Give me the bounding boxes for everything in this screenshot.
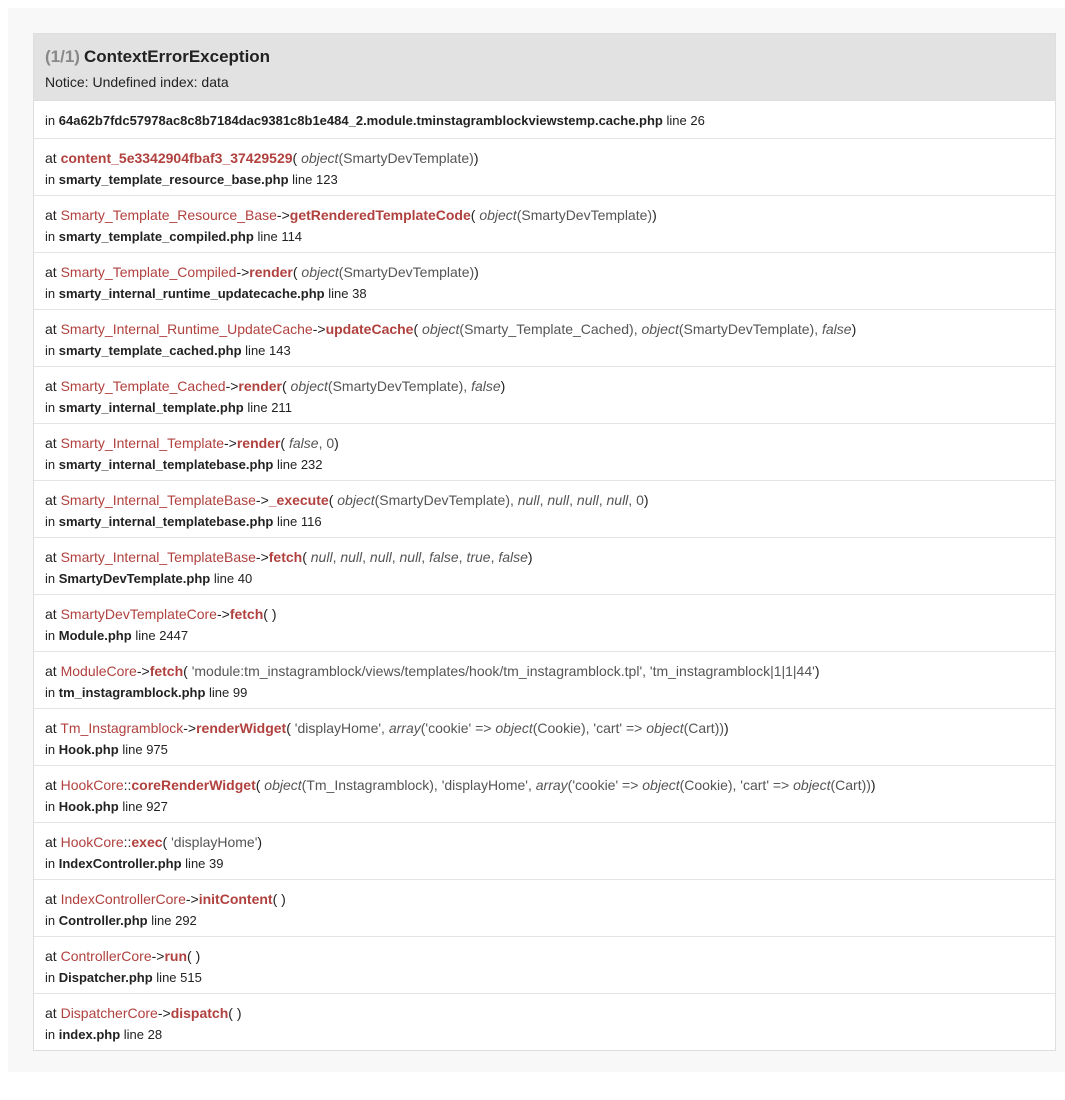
frame-paren-close: ) — [271, 606, 277, 622]
page-background — [8, 8, 1065, 1072]
frame-argument: false — [822, 321, 852, 337]
frame-call — [45, 719, 1044, 738]
frame-paren-open: ( — [413, 321, 419, 337]
frame-paren-close: ) — [195, 948, 201, 964]
frame-argument: object — [641, 321, 679, 337]
frame-argument: , 0 — [318, 435, 335, 451]
frame-separator: -> — [136, 663, 150, 679]
frame-file: Dispatcher.php — [58, 970, 153, 985]
frame-line: 123 — [316, 172, 338, 187]
frame-class: HookCore — [60, 834, 124, 850]
frame-line: 116 — [300, 514, 322, 529]
location-line: 26 — [690, 113, 705, 128]
frame-line-word: line — [247, 400, 268, 415]
frame-class: Smarty_Internal_Template — [60, 435, 224, 451]
exception-panel — [33, 33, 1056, 1051]
frame-line: 39 — [209, 856, 224, 871]
frame-function: content_5e3342904fbaf3_37429529 — [60, 150, 293, 166]
frame-separator: -> — [216, 606, 230, 622]
frame-file: tm_instagramblock.php — [58, 685, 206, 700]
frame-paren-close: ) — [527, 549, 533, 565]
frame-argument: (Cart)) — [683, 720, 725, 736]
frame-class: IndexControllerCore — [60, 891, 186, 907]
frame-location — [45, 741, 1044, 759]
frame-file: smarty_template_compiled.php — [58, 229, 254, 244]
frame-line: 927 — [146, 799, 168, 814]
stack-frame — [34, 822, 1055, 879]
frame-class: SmartyDevTemplateCore — [60, 606, 217, 622]
frame-in: in — [45, 571, 56, 586]
frame-argument: object — [422, 321, 460, 337]
frame-function: exec — [131, 834, 163, 850]
frame-paren-open: ( — [183, 663, 188, 679]
frame-function: initContent — [198, 891, 273, 907]
frame-paren-open: ( — [292, 150, 298, 166]
frame-in: in — [45, 799, 56, 814]
frame-location — [45, 171, 1044, 189]
location-file: 64a62b7fdc57978ac8c8b7184dac9381c8b1e484_2.module.tminstagramblockviewstemp.cache.php — [58, 113, 663, 128]
exception-location — [34, 100, 1055, 138]
frame-paren-open: ( — [187, 948, 192, 964]
frame-function: dispatch — [170, 1005, 229, 1021]
frame-location — [45, 855, 1044, 873]
frame-function: render — [236, 435, 281, 451]
frame-line: 515 — [180, 970, 202, 985]
frame-file: Hook.php — [58, 742, 119, 757]
frame-at: at — [45, 321, 57, 337]
stack-frame — [34, 765, 1055, 822]
stack-frame — [34, 936, 1055, 993]
frame-separator: -> — [312, 321, 326, 337]
frame-line: 2447 — [159, 628, 189, 643]
frame-line-word: line — [185, 856, 206, 871]
frame-line-word: line — [213, 571, 235, 586]
frame-at: at — [45, 777, 57, 793]
frame-paren-open: ( — [470, 207, 476, 223]
frame-line-word: line — [135, 628, 156, 643]
stack-trace-list — [34, 138, 1055, 1050]
frame-line-word: line — [245, 343, 266, 358]
exception-class: ContextErrorException — [83, 47, 271, 66]
frame-argument: object — [793, 777, 831, 793]
frame-separator: -> — [276, 207, 290, 223]
frame-separator: -> — [224, 435, 237, 451]
frame-argument: , — [332, 549, 341, 565]
frame-call — [45, 320, 1044, 339]
frame-argument: null — [399, 549, 422, 565]
frame-line-word: line — [122, 799, 143, 814]
frame-function: coreRenderWidget — [131, 777, 256, 793]
frame-paren-open: ( — [328, 492, 334, 508]
frame-argument: ('cookie' => — [420, 720, 496, 736]
frame-paren-close: ) — [724, 720, 729, 736]
frame-at: at — [45, 549, 57, 565]
frame-in: in — [45, 970, 56, 985]
stack-frame — [34, 138, 1055, 195]
frame-class: Smarty_Template_Cached — [60, 378, 226, 394]
frame-location — [45, 684, 1044, 702]
stack-frame — [34, 252, 1055, 309]
frame-argument: (Cookie), 'cart' => — [532, 720, 647, 736]
frame-paren-open: ( — [272, 891, 278, 907]
frame-argument: array — [535, 777, 568, 793]
frame-paren-close: ) — [473, 150, 479, 166]
frame-location — [45, 228, 1044, 246]
frame-file: Module.php — [58, 628, 132, 643]
frame-separator: :: — [123, 777, 132, 793]
frame-class: ControllerCore — [60, 948, 152, 964]
frame-paren-close: ) — [281, 891, 286, 907]
frame-class: Smarty_Template_Resource_Base — [60, 207, 277, 223]
frame-at: at — [45, 606, 57, 622]
frame-function: render — [249, 264, 293, 280]
frame-at: at — [45, 948, 57, 964]
frame-class: Tm_Instagramblock — [60, 720, 184, 736]
location-prefix: in — [45, 113, 56, 128]
exception-header — [34, 34, 1055, 100]
frame-file: IndexController.php — [58, 856, 182, 871]
frame-argument: null — [606, 492, 629, 508]
stack-frame — [34, 879, 1055, 936]
frame-argument: , 0 — [628, 492, 644, 508]
frame-argument: , — [458, 549, 467, 565]
frame-line: 232 — [300, 457, 323, 472]
frame-in: in — [45, 685, 56, 700]
frame-paren-close: ) — [652, 207, 657, 223]
frame-argument: (SmartyDevTemplate), — [327, 378, 472, 394]
frame-argument: 'displayHome' — [167, 834, 258, 850]
frame-in: in — [45, 343, 56, 358]
frame-line: 292 — [175, 913, 197, 928]
frame-line-word: line — [156, 970, 177, 985]
frame-function: run — [164, 948, 188, 964]
frame-argument: , — [391, 549, 400, 565]
frame-function: renderWidget — [196, 720, 287, 736]
frame-separator: -> — [225, 378, 239, 394]
frame-in: in — [45, 1027, 56, 1042]
frame-line: 40 — [237, 571, 253, 586]
frame-location — [45, 570, 1044, 588]
frame-call — [45, 548, 1044, 567]
frame-in: in — [45, 913, 56, 928]
frame-line: 99 — [232, 685, 248, 700]
frame-in: in — [45, 628, 56, 643]
frame-argument: null — [369, 549, 392, 565]
frame-argument: null — [517, 492, 540, 508]
frame-function: fetch — [268, 549, 303, 565]
frame-paren-close: ) — [643, 492, 649, 508]
frame-argument: , — [569, 492, 577, 508]
frame-location — [45, 399, 1044, 417]
frame-argument: false — [498, 549, 528, 565]
frame-file: Controller.php — [58, 913, 148, 928]
frame-location — [45, 285, 1044, 303]
frame-argument: (Cookie), 'cart' => — [679, 777, 794, 793]
frame-in: in — [45, 286, 56, 301]
frame-paren-open: ( — [302, 549, 307, 565]
frame-at: at — [45, 663, 57, 679]
frame-line-word: line — [151, 913, 172, 928]
stack-frame — [34, 480, 1055, 537]
frame-class: Smarty_Internal_TemplateBase — [60, 549, 256, 565]
stack-frame — [34, 195, 1055, 252]
frame-call — [45, 149, 1044, 168]
frame-argument: (SmartyDevTemplate) — [338, 150, 474, 166]
frame-argument: (SmartyDevTemplate), — [678, 321, 822, 337]
frame-file: SmartyDevTemplate.php — [58, 571, 211, 586]
frame-separator: -> — [183, 720, 197, 736]
frame-call — [45, 662, 1044, 681]
frame-at: at — [45, 834, 57, 850]
frame-argument: object — [646, 720, 684, 736]
stack-frame — [34, 993, 1055, 1050]
stack-frame — [34, 423, 1055, 480]
frame-function: getRenderedTemplateCode — [289, 207, 471, 223]
location-line-word: line — [666, 113, 687, 128]
frame-at: at — [45, 207, 57, 223]
frame-paren-open: ( — [263, 606, 268, 622]
frame-in: in — [45, 742, 56, 757]
frame-argument: , — [539, 492, 548, 508]
frame-separator: -> — [236, 264, 250, 280]
frame-argument: null — [576, 492, 599, 508]
frame-at: at — [45, 150, 57, 166]
frame-paren-close: ) — [334, 435, 339, 451]
frame-paren-close: ) — [814, 663, 820, 679]
frame-class: ModuleCore — [60, 663, 137, 679]
stack-frame — [34, 594, 1055, 651]
frame-argument: (Tm_Instagramblock), 'displayHome', — [301, 777, 536, 793]
frame-function: _execute — [268, 492, 329, 508]
frame-in: in — [45, 514, 56, 529]
frame-argument: array — [388, 720, 421, 736]
stack-frame — [34, 366, 1055, 423]
frame-location — [45, 912, 1044, 930]
stack-frame — [34, 537, 1055, 594]
frame-location — [45, 342, 1044, 360]
frame-paren-close: ) — [257, 834, 263, 850]
frame-argument: false — [288, 435, 319, 451]
frame-line-word: line — [257, 229, 278, 244]
frame-location — [45, 627, 1044, 645]
frame-paren-close: ) — [236, 1005, 242, 1021]
frame-class: Smarty_Internal_TemplateBase — [60, 492, 256, 508]
frame-argument: , — [598, 492, 607, 508]
frame-argument: object — [495, 720, 533, 736]
frame-function: fetch — [149, 663, 184, 679]
frame-argument: (Smarty_Template_Cached), — [459, 321, 642, 337]
frame-argument: (SmartyDevTemplate), — [374, 492, 518, 508]
frame-function: updateCache — [325, 321, 414, 337]
frame-line: 28 — [147, 1027, 163, 1042]
frame-paren-open: ( — [292, 264, 298, 280]
frame-argument: 'module:tm_instagramblock/views/templates/hook/tm_instagramblock.tpl', 'tm_instagramblock|1|1|44' — [187, 663, 815, 679]
frame-call — [45, 947, 1044, 966]
frame-paren-open: ( — [228, 1005, 233, 1021]
frame-line-word: line — [276, 514, 298, 529]
stack-frame — [34, 708, 1055, 765]
frame-argument: object — [301, 150, 339, 166]
exception-message: Notice: Undefined index: data — [45, 74, 229, 90]
frame-location — [45, 798, 1044, 816]
frame-separator: -> — [255, 492, 269, 508]
frame-at: at — [45, 378, 57, 394]
frame-call — [45, 1004, 1044, 1023]
frame-argument: false — [429, 549, 459, 565]
frame-argument: object — [337, 492, 375, 508]
frame-in: in — [45, 457, 56, 472]
frame-at: at — [45, 1005, 57, 1021]
frame-function: fetch — [229, 606, 264, 622]
frame-class: DispatcherCore — [60, 1005, 158, 1021]
frame-class: Smarty_Template_Compiled — [60, 264, 237, 280]
frame-class: HookCore — [60, 777, 124, 793]
frame-argument: 'displayHome', — [290, 720, 389, 736]
frame-line-word: line — [292, 172, 313, 187]
frame-separator: -> — [151, 948, 165, 964]
stack-frame — [34, 309, 1055, 366]
frame-at: at — [45, 435, 57, 451]
frame-at: at — [45, 720, 57, 736]
frame-file: smarty_internal_templatebase.php — [58, 514, 274, 529]
frame-at: at — [45, 891, 57, 907]
frame-paren-open: ( — [255, 777, 261, 793]
frame-in: in — [45, 229, 56, 244]
frame-argument: (SmartyDevTemplate) — [516, 207, 653, 223]
frame-in: in — [45, 172, 56, 187]
frame-call — [45, 605, 1044, 624]
frame-separator: :: — [123, 834, 132, 850]
frame-at: at — [45, 264, 57, 280]
frame-argument: false — [471, 378, 501, 394]
frame-file: smarty_internal_template.php — [58, 400, 244, 415]
frame-file: smarty_template_cached.php — [58, 343, 242, 358]
frame-argument: object — [642, 777, 680, 793]
frame-at: at — [45, 492, 57, 508]
frame-argument: , — [421, 549, 430, 565]
frame-in: in — [45, 400, 56, 415]
frame-paren-close: ) — [500, 378, 506, 394]
frame-line: 211 — [271, 400, 292, 415]
frame-line: 143 — [269, 343, 291, 358]
frame-argument: object — [264, 777, 302, 793]
frame-argument: (Cart)) — [830, 777, 871, 793]
frame-location — [45, 513, 1044, 531]
frame-call — [45, 377, 1044, 396]
frame-call — [45, 833, 1044, 852]
frame-file: index.php — [58, 1027, 121, 1042]
stack-frame — [34, 651, 1055, 708]
frame-argument: (SmartyDevTemplate) — [338, 264, 475, 280]
frame-line: 975 — [146, 742, 168, 757]
frame-line-word: line — [123, 1027, 145, 1042]
frame-call — [45, 206, 1044, 225]
frame-paren-open: ( — [162, 834, 168, 850]
frame-call — [45, 890, 1044, 909]
frame-argument: object — [479, 207, 517, 223]
exception-counter: (1/1) — [45, 47, 80, 66]
frame-location — [45, 1026, 1044, 1044]
frame-argument: , — [490, 549, 499, 565]
frame-file: smarty_internal_templatebase.php — [58, 457, 274, 472]
frame-paren-open: ( — [286, 720, 291, 736]
frame-location — [45, 969, 1044, 987]
frame-paren-close: ) — [870, 777, 876, 793]
frame-argument: true — [466, 549, 491, 565]
frame-paren-close: ) — [474, 264, 479, 280]
frame-class: Smarty_Internal_Runtime_UpdateCache — [60, 321, 313, 337]
frame-argument: object — [301, 264, 339, 280]
frame-paren-close: ) — [851, 321, 857, 337]
frame-line-word: line — [209, 685, 230, 700]
frame-line-word: line — [328, 286, 349, 301]
frame-line: 38 — [352, 286, 367, 301]
frame-call — [45, 491, 1044, 510]
frame-paren-open: ( — [281, 378, 287, 394]
frame-argument: object — [290, 378, 328, 394]
frame-separator: -> — [255, 549, 269, 565]
frame-call — [45, 434, 1044, 453]
frame-argument: ('cookie' => — [567, 777, 643, 793]
frame-location — [45, 456, 1044, 474]
frame-argument: null — [547, 492, 570, 508]
frame-file: smarty_internal_runtime_updatecache.php — [58, 286, 325, 301]
frame-argument: null — [340, 549, 363, 565]
frame-file: Hook.php — [58, 799, 119, 814]
frame-line-word: line — [276, 457, 298, 472]
frame-paren-open: ( — [280, 435, 286, 451]
frame-argument: , — [362, 549, 370, 565]
frame-function: render — [238, 378, 282, 394]
frame-file: smarty_template_resource_base.php — [58, 172, 289, 187]
frame-argument: null — [310, 549, 333, 565]
frame-line: 114 — [281, 229, 303, 244]
frame-in: in — [45, 856, 56, 871]
exception-title — [45, 45, 1044, 69]
frame-line-word: line — [122, 742, 143, 757]
frame-call — [45, 263, 1044, 282]
frame-separator: -> — [157, 1005, 171, 1021]
frame-call — [45, 776, 1044, 795]
frame-separator: -> — [185, 891, 199, 907]
